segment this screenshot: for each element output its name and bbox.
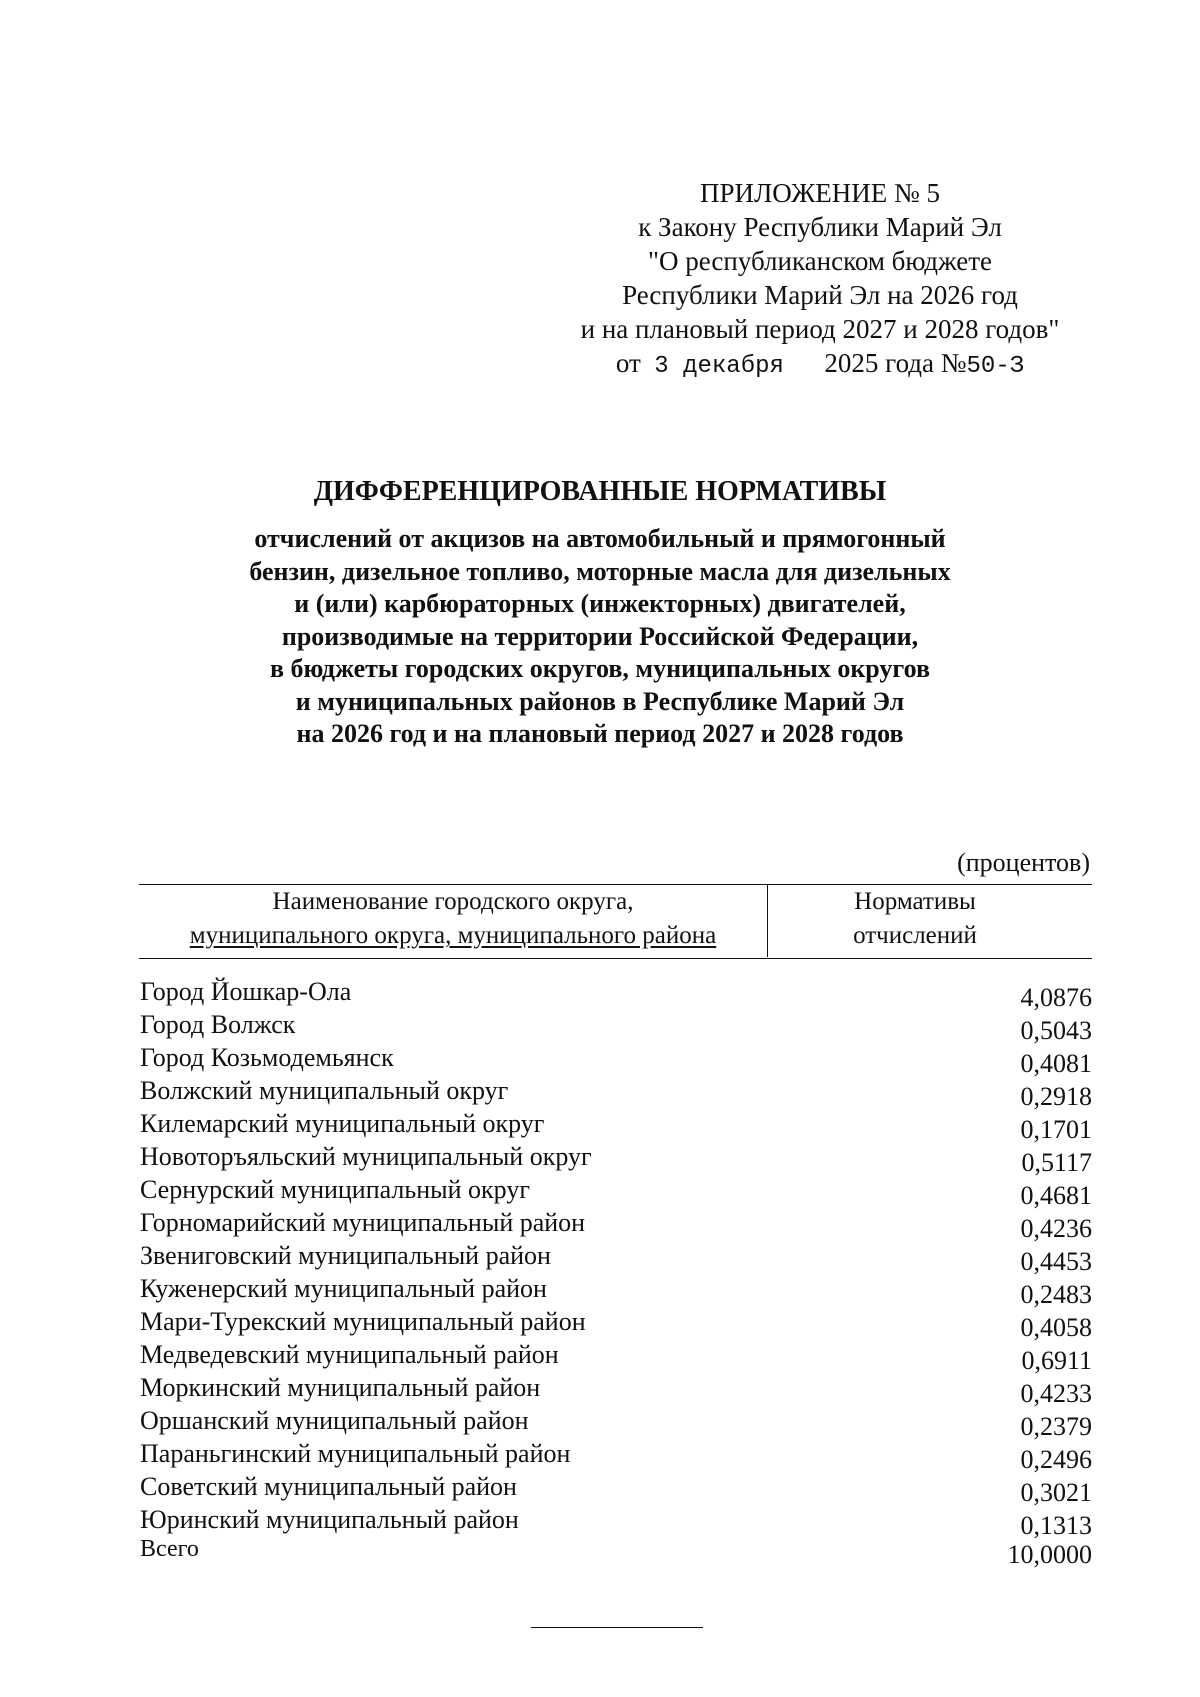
- appendix-date: 3 декабря: [654, 353, 784, 380]
- subtitle-line: производимые на территории Российской Федерации,: [281, 621, 919, 651]
- table-header: [139, 884, 1092, 960]
- subtitle-line: отчислений от акцизов на автомобильный и прямогонный: [254, 524, 946, 553]
- row-name: Горномарийский муниципальный район: [140, 1208, 586, 1237]
- subtitle-line: на 2026 год и на плановый период 2027 и 2028 годов: [296, 719, 904, 748]
- row-name: Советский муниципальный район: [140, 1472, 517, 1501]
- row-name: Город Волжск: [140, 1010, 296, 1039]
- row-name: Волжский муниципальный округ: [140, 1076, 509, 1105]
- row-name: Город Йошкар-Ола: [140, 977, 352, 1006]
- appendix-law-title: "О республиканском бюджете: [647, 246, 993, 276]
- table-row: [139, 1505, 1092, 1538]
- header-divider: [139, 958, 1092, 959]
- table-row: [139, 1439, 1092, 1472]
- row-value: 0,4681: [1020, 1181, 1092, 1210]
- table-row: [139, 1109, 1092, 1142]
- row-value: 0,3021: [1020, 1478, 1092, 1507]
- table-row: [139, 1472, 1092, 1505]
- total-label: Всего: [140, 1536, 199, 1562]
- table-row: [139, 1373, 1092, 1406]
- row-value: 0,2918: [1020, 1082, 1092, 1111]
- row-name: Оршанский муниципальный район: [140, 1406, 529, 1435]
- table-row: [139, 1406, 1092, 1439]
- subtitle-line: и муниципальных районов в Республике Марий Эл: [295, 686, 905, 716]
- column-header-value: Нормативы отчислений: [853, 888, 977, 949]
- appendix-number: ПРИЛОЖЕНИЕ № 5: [699, 178, 941, 208]
- row-value: 0,1313: [1020, 1511, 1092, 1540]
- total-value: 10,0000: [1007, 1540, 1092, 1569]
- allocation-table: [139, 884, 1092, 1569]
- appendix-year: 2025 года №: [824, 348, 967, 378]
- appendix-block: [560, 176, 1080, 384]
- row-name: Моркинский муниципальный район: [140, 1373, 541, 1402]
- units-label: (процентов): [957, 848, 1090, 877]
- document-title: ДИФФЕРЕНЦИРОВАННЫЕ НОРМАТИВЫ: [313, 476, 887, 507]
- row-name: Куженерский муниципальный район: [140, 1274, 547, 1303]
- table-row: [139, 1274, 1092, 1307]
- row-name: Город Козьмодемьянск: [140, 1043, 394, 1072]
- row-value: 0,4453: [1020, 1247, 1092, 1276]
- row-value: 0,2483: [1020, 1280, 1092, 1309]
- table-row: [139, 1307, 1092, 1340]
- table-row: [139, 1340, 1092, 1373]
- row-value: 0,4058: [1020, 1313, 1092, 1342]
- table-row: [139, 1208, 1092, 1241]
- table-row: [139, 1076, 1092, 1109]
- row-name: Новоторъяльский муниципальный округ: [140, 1142, 592, 1171]
- table-row: [139, 977, 1092, 1010]
- row-value: 0,4233: [1020, 1379, 1092, 1408]
- table-row: [139, 1175, 1092, 1208]
- column-header-name: Наименование городского округа, муниципального округа, муниципального района: [139, 885, 768, 957]
- table-row: [139, 1043, 1092, 1076]
- row-name: Мари-Турекский муниципальный район: [140, 1307, 586, 1336]
- appendix-law: к Закону Республики Марий Эл: [638, 212, 1002, 242]
- row-value: 0,4236: [1020, 1214, 1092, 1243]
- end-divider: [531, 1627, 703, 1628]
- table-row: [139, 1142, 1092, 1175]
- subtitle-line: в бюджеты городских округов, муниципальных округов: [270, 654, 930, 683]
- appendix-date-line: [560, 346, 1080, 384]
- row-value: 0,5117: [1021, 1148, 1092, 1177]
- appendix-law-title: Республики Марий Эл на 2026 год: [622, 280, 1018, 310]
- row-name: Килемарский муниципальный округ: [140, 1109, 545, 1138]
- subtitle-line: и (или) карбюраторных (инжекторных) двигателей,: [294, 589, 906, 618]
- total-row: [139, 1538, 1092, 1571]
- row-name: Юринский муниципальный район: [140, 1505, 519, 1534]
- appendix-doc-number: 50-З: [966, 353, 1025, 380]
- row-value: 0,2496: [1020, 1445, 1092, 1474]
- row-value: 4,0876: [1020, 983, 1092, 1012]
- subtitle-line: бензин, дизельное топливо, моторные масла для дизельных: [249, 556, 951, 586]
- document-subtitle: [0, 523, 1200, 751]
- row-value: 0,6911: [1021, 1346, 1092, 1375]
- row-value: 0,1701: [1020, 1115, 1092, 1144]
- row-value: 0,5043: [1020, 1016, 1092, 1045]
- row-value: 0,4081: [1020, 1049, 1092, 1078]
- table-body: [139, 977, 1092, 1571]
- appendix-from: от: [615, 348, 641, 378]
- row-name: Звениговский муниципальный район: [140, 1241, 551, 1270]
- row-name: Медведевский муниципальный район: [140, 1340, 559, 1369]
- appendix-law-title: и на плановый период 2027 и 2028 годов": [580, 314, 1060, 344]
- table-row: [139, 1010, 1092, 1043]
- row-name: Параньгинский муниципальный район: [140, 1439, 571, 1468]
- table-row: [139, 1241, 1092, 1274]
- row-value: 0,2379: [1020, 1412, 1092, 1441]
- row-name: Сернурский муниципальный округ: [140, 1175, 530, 1204]
